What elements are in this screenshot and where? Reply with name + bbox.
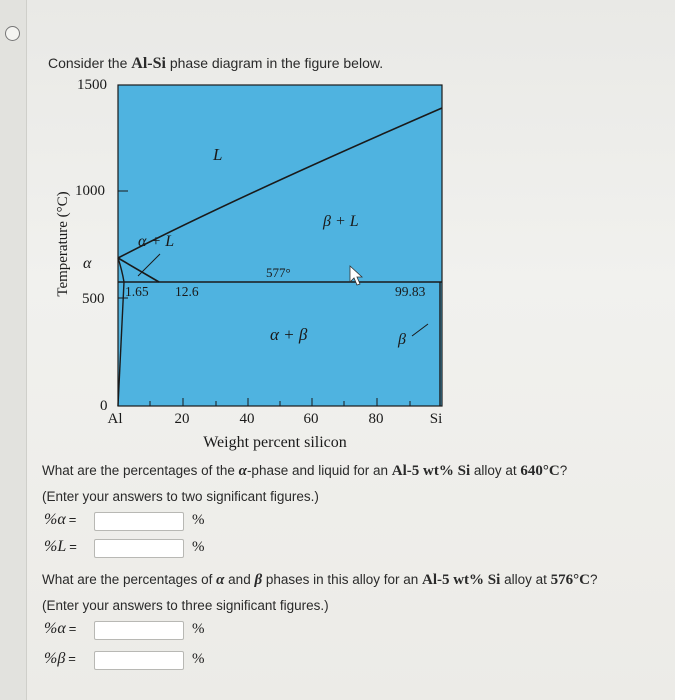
x-tick-label-si: Si: [429, 411, 443, 427]
p1-alpha-label: %α =: [44, 511, 77, 528]
y-axis-label: Temperature (°C): [55, 191, 71, 297]
part2-note: (Enter your answers to three significant figures.): [42, 598, 329, 613]
p1-l-input[interactable]: [94, 539, 184, 558]
p1-temp: 640°C: [520, 463, 560, 479]
p1-alpha: α: [238, 463, 247, 479]
eutectic-comp-label: 12.6: [175, 284, 199, 299]
p2-beta-label: %β =: [44, 650, 76, 667]
p2-alpha-label: %α =: [44, 620, 77, 637]
p1-l-label-text: %L: [44, 538, 67, 555]
p1-alpha-unit: %: [192, 512, 205, 528]
region-label-alpha-l: α + L: [138, 233, 175, 250]
x-tick-label-al: Al: [107, 411, 123, 427]
region-label-beta: β: [398, 331, 406, 348]
p2-beta: β: [254, 572, 263, 588]
p1-l-unit: %: [192, 539, 205, 555]
part1-note: (Enter your answers to two significant figures.): [42, 489, 319, 504]
y-tick-label-1500: 1500: [77, 77, 107, 93]
region-label-l: L: [213, 145, 223, 164]
region-label-beta-l: β + L: [323, 213, 359, 230]
p2-alpha-unit: %: [192, 621, 205, 637]
p2-text: What are the percentages of: [42, 572, 217, 587]
p2-text-2: phases in this alloy for an: [262, 572, 422, 587]
p1-alpha-label-text: %α: [44, 511, 66, 528]
p2-beta-input[interactable]: [94, 651, 184, 670]
alpha-max-label: 1.65: [125, 284, 149, 299]
intro-text-1: Consider the: [48, 55, 132, 71]
beta-comp-label: 99.83: [395, 284, 426, 299]
intro-text-2: phase diagram in the figure below.: [165, 55, 384, 71]
p2-alloy: Al-5 wt% Si: [421, 572, 501, 588]
x-tick-label-80: 80: [368, 411, 384, 427]
p2-and: and: [224, 572, 255, 587]
region-label-alpha-beta: α + β: [270, 325, 308, 344]
p2-beta-label-text: %β: [44, 650, 66, 667]
part1-prompt: [42, 463, 567, 480]
p2-text-3: alloy at: [500, 572, 551, 587]
p1-alloy: Al-5 wt% Si: [391, 463, 471, 479]
y-tick-label-1000: 1000: [75, 183, 105, 199]
eutectic-temp-label: 577°: [266, 265, 291, 280]
y-tick-label-500: 500: [82, 291, 105, 307]
part2-prompt: [42, 572, 597, 589]
x-axis-label: Weight percent silicon: [203, 434, 347, 451]
region-label-alpha: α: [83, 255, 92, 272]
p2-end: ?: [589, 572, 598, 587]
p2-beta-unit: %: [192, 651, 205, 667]
p2-alpha: α: [216, 572, 225, 588]
x-tick-label-40: 40: [239, 411, 255, 427]
p1-end: ?: [559, 463, 568, 478]
intro-system: Al-Si: [131, 55, 166, 72]
p1-alpha-input[interactable]: [94, 512, 184, 531]
p1-text: What are the percentages of the: [42, 463, 239, 478]
p2-alpha-input[interactable]: [94, 621, 184, 640]
p2-temp: 576°C: [550, 572, 590, 588]
x-tick-label-60: 60: [303, 411, 319, 427]
y-tick-label-0: 0: [100, 398, 108, 414]
p2-alpha-label-text: %α: [44, 620, 66, 637]
p1-l-label: %L =: [44, 538, 77, 555]
x-tick-label-20: 20: [174, 411, 190, 427]
p1-text-3: alloy at: [470, 463, 521, 478]
p1-text-2: -phase and liquid for an: [246, 463, 392, 478]
